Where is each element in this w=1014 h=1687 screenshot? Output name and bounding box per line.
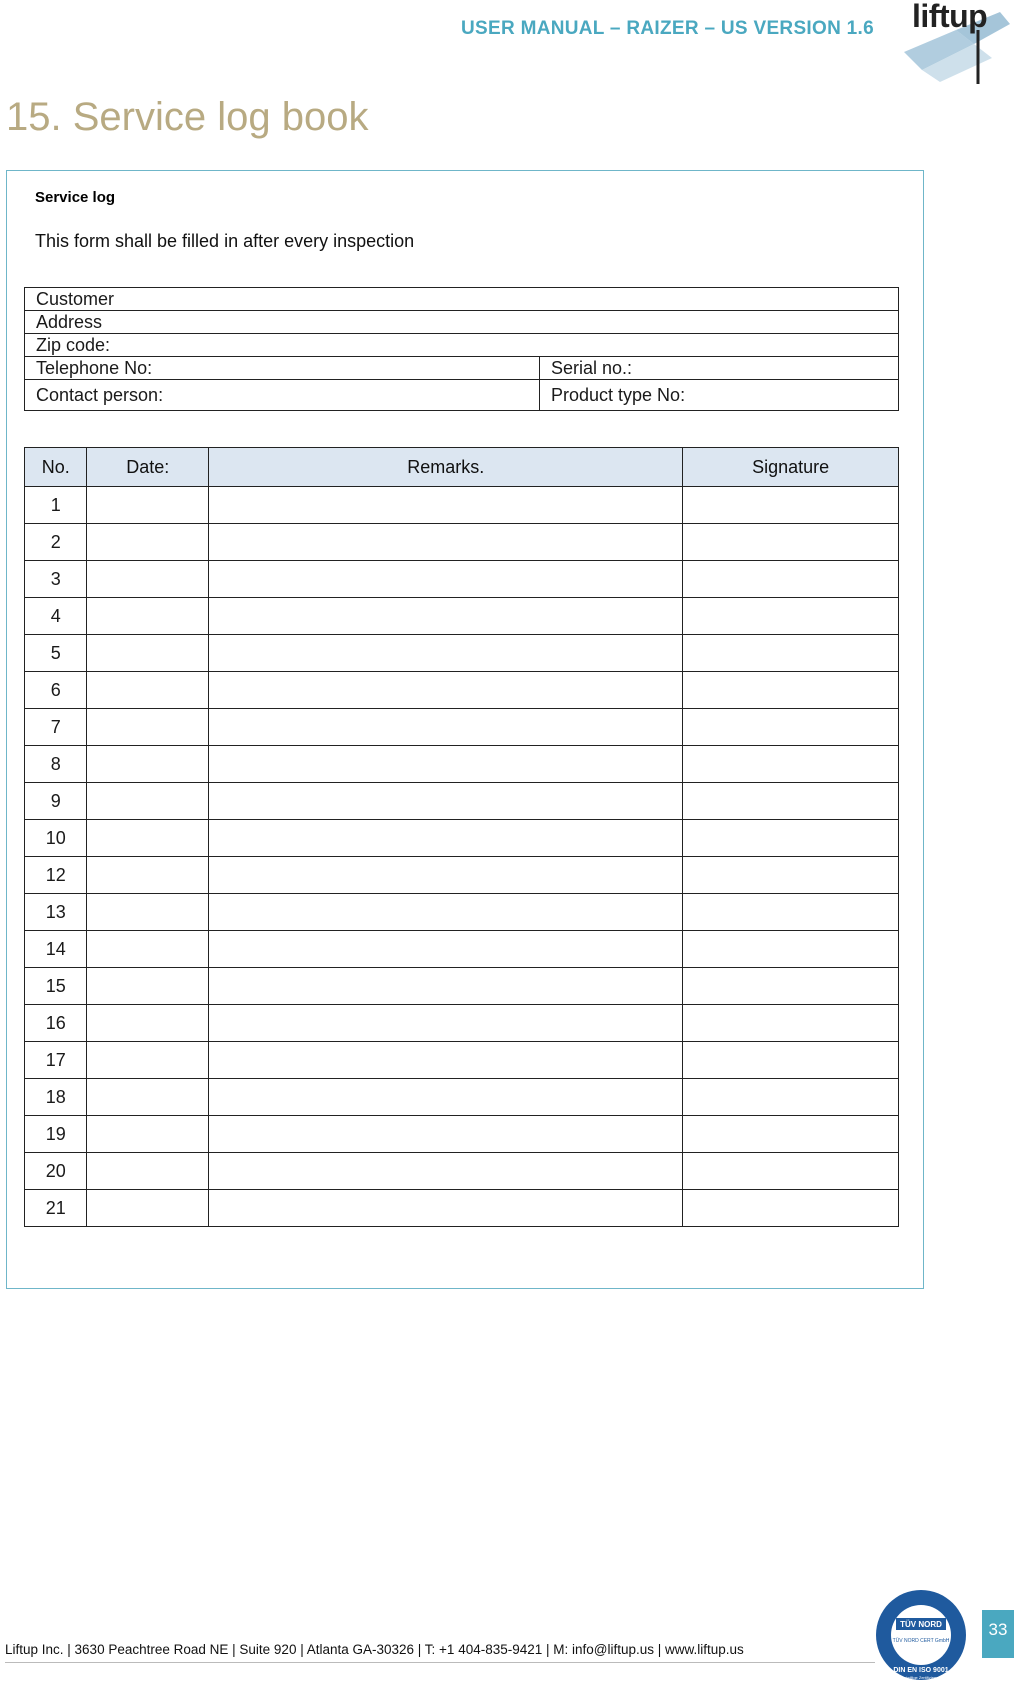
info-row (25, 380, 899, 411)
remarks-cell[interactable] (209, 561, 683, 598)
signature-cell[interactable] (683, 1005, 899, 1042)
date-cell[interactable] (87, 1116, 209, 1153)
info-row (25, 288, 899, 311)
signature-cell[interactable] (683, 635, 899, 672)
logo-text: liftup (912, 0, 988, 34)
signature-cell[interactable] (683, 487, 899, 524)
row-number: 19 (25, 1116, 87, 1153)
cert-sub: TÜV NORD CERT GmbH (892, 1638, 950, 1644)
tuv-certification-seal (874, 1588, 968, 1682)
signature-cell[interactable] (683, 1153, 899, 1190)
row-number: 15 (25, 968, 87, 1005)
remarks-cell[interactable] (209, 487, 683, 524)
zip-code-field[interactable]: Zip code: (25, 334, 899, 357)
header-date: Date: (87, 448, 209, 487)
date-cell[interactable] (87, 1005, 209, 1042)
table-row (25, 672, 899, 709)
date-cell[interactable] (87, 1079, 209, 1116)
remarks-cell[interactable] (209, 1042, 683, 1079)
remarks-cell[interactable] (209, 1079, 683, 1116)
row-number: 5 (25, 635, 87, 672)
date-cell[interactable] (87, 746, 209, 783)
remarks-cell[interactable] (209, 1190, 683, 1227)
form-instruction: This form shall be filled in after every inspection (35, 231, 415, 251)
info-row (25, 357, 899, 380)
row-number: 17 (25, 1042, 87, 1079)
date-cell[interactable] (87, 894, 209, 931)
table-row (25, 1190, 899, 1227)
date-cell[interactable] (87, 1042, 209, 1079)
row-number: 21 (25, 1190, 87, 1227)
table-row (25, 635, 899, 672)
date-cell[interactable] (87, 672, 209, 709)
table-row (25, 1116, 899, 1153)
date-cell[interactable] (87, 524, 209, 561)
remarks-cell[interactable] (209, 635, 683, 672)
remarks-cell[interactable] (209, 524, 683, 561)
date-cell[interactable] (87, 857, 209, 894)
telephone-field[interactable]: Telephone No: (25, 357, 540, 380)
log-table-body (25, 487, 899, 1227)
row-number: 3 (25, 561, 87, 598)
row-number: 14 (25, 931, 87, 968)
remarks-cell[interactable] (209, 968, 683, 1005)
row-number: 4 (25, 598, 87, 635)
signature-cell[interactable] (683, 1079, 899, 1116)
signature-cell[interactable] (683, 968, 899, 1005)
row-number: 12 (25, 857, 87, 894)
remarks-cell[interactable] (209, 931, 683, 968)
info-row (25, 334, 899, 357)
table-row (25, 968, 899, 1005)
signature-cell[interactable] (683, 709, 899, 746)
signature-cell[interactable] (683, 1042, 899, 1079)
form-title: Service log (35, 189, 116, 206)
date-cell[interactable] (87, 783, 209, 820)
cert-note: Freiwillige Zertifizierung (899, 1675, 943, 1680)
row-number: 1 (25, 487, 87, 524)
footer-divider (5, 1662, 875, 1663)
signature-cell[interactable] (683, 746, 899, 783)
signature-cell[interactable] (683, 1116, 899, 1153)
service-log-form (6, 170, 924, 1289)
table-row (25, 487, 899, 524)
date-cell[interactable] (87, 487, 209, 524)
header-title: USER MANUAL – RAIZER – US VERSION 1.6 (461, 18, 874, 39)
date-cell[interactable] (87, 561, 209, 598)
table-row (25, 746, 899, 783)
header-signature: Signature (683, 448, 899, 487)
date-cell[interactable] (87, 1190, 209, 1227)
row-number: 13 (25, 894, 87, 931)
info-row (25, 311, 899, 334)
table-row (25, 1005, 899, 1042)
header-no: No. (25, 448, 87, 487)
remarks-cell[interactable] (209, 820, 683, 857)
row-number: 18 (25, 1079, 87, 1116)
footer-address: Liftup Inc. | 3630 Peachtree Road NE | Suite 920 | Atlanta GA-30326 | T: +1 404-835-9421 | M: info@liftup.us | www.liftup.us (5, 1642, 744, 1657)
row-number: 2 (25, 524, 87, 561)
cert-standard: DIN EN ISO 9001 (893, 1667, 949, 1674)
section-heading: 15. Service log book (6, 95, 369, 139)
signature-cell[interactable] (683, 783, 899, 820)
table-row (25, 1042, 899, 1079)
remarks-cell[interactable] (209, 857, 683, 894)
remarks-cell[interactable] (209, 598, 683, 635)
table-row (25, 857, 899, 894)
signature-cell[interactable] (683, 561, 899, 598)
certification-seal-icon (874, 1588, 968, 1682)
customer-info-table (24, 287, 899, 411)
page-number: 33 (982, 1610, 1014, 1658)
product-type-field[interactable]: Product type No: (540, 380, 899, 411)
row-number: 9 (25, 783, 87, 820)
row-number: 8 (25, 746, 87, 783)
signature-cell[interactable] (683, 820, 899, 857)
date-cell[interactable] (87, 931, 209, 968)
date-cell[interactable] (87, 709, 209, 746)
contact-person-field[interactable]: Contact person: (25, 380, 540, 411)
service-log-table (24, 447, 899, 1227)
signature-cell[interactable] (683, 672, 899, 709)
log-header-row (25, 448, 899, 487)
row-number: 20 (25, 1153, 87, 1190)
customer-field[interactable]: Customer (25, 288, 899, 311)
table-row (25, 1153, 899, 1190)
remarks-cell[interactable] (209, 709, 683, 746)
remarks-cell[interactable] (209, 672, 683, 709)
date-cell[interactable] (87, 635, 209, 672)
date-cell[interactable] (87, 968, 209, 1005)
signature-cell[interactable] (683, 1190, 899, 1227)
table-row (25, 1079, 899, 1116)
remarks-cell[interactable] (209, 783, 683, 820)
date-cell[interactable] (87, 820, 209, 857)
remarks-cell[interactable] (209, 894, 683, 931)
table-row (25, 783, 899, 820)
signature-cell[interactable] (683, 857, 899, 894)
date-cell[interactable] (87, 598, 209, 635)
cert-brand: TÜV NORD (900, 1620, 942, 1629)
remarks-cell[interactable] (209, 1005, 683, 1042)
table-row (25, 894, 899, 931)
row-number: 10 (25, 820, 87, 857)
liftup-logo (896, 0, 1014, 86)
table-row (25, 598, 899, 635)
signature-cell[interactable] (683, 931, 899, 968)
remarks-cell[interactable] (209, 1116, 683, 1153)
signature-cell[interactable] (683, 524, 899, 561)
table-row (25, 524, 899, 561)
row-number: 6 (25, 672, 87, 709)
row-number: 7 (25, 709, 87, 746)
signature-cell[interactable] (683, 894, 899, 931)
signature-cell[interactable] (683, 598, 899, 635)
table-row (25, 709, 899, 746)
remarks-cell[interactable] (209, 746, 683, 783)
row-number: 16 (25, 1005, 87, 1042)
table-row (25, 931, 899, 968)
table-row (25, 820, 899, 857)
serial-number-field[interactable]: Serial no.: (540, 357, 899, 380)
table-row (25, 561, 899, 598)
remarks-cell[interactable] (209, 1153, 683, 1190)
header-remarks: Remarks. (209, 448, 683, 487)
address-field[interactable]: Address (25, 311, 899, 334)
date-cell[interactable] (87, 1153, 209, 1190)
